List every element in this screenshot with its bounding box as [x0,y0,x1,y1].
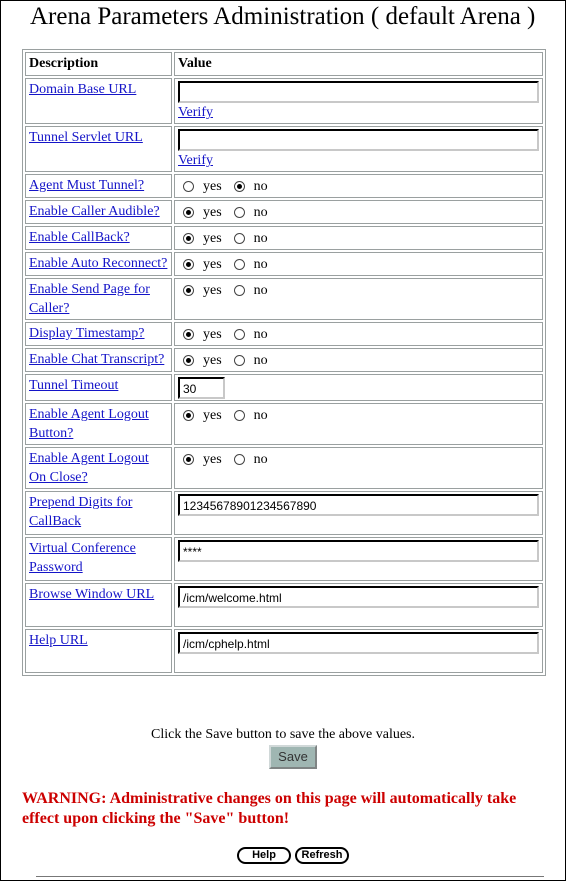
table-row [25,78,543,124]
radio-label-yes: yes [203,407,222,423]
prepend-digits-link[interactable]: Prepend Digits for CallBack [29,495,133,529]
bottom-divider [36,876,544,877]
table-row [25,583,543,627]
parameters-table [22,49,546,676]
prepend-digits-input[interactable]: 12345678901234567890 [178,494,539,516]
radio-label-yes: yes [203,230,222,246]
enable-agent-logout-on-close-radio-group [178,449,539,469]
table-row [25,491,543,535]
domain-base-url-input[interactable] [178,81,539,103]
radio-label-yes: yes [203,178,222,194]
browse-window-url-link[interactable]: Browse Window URL [29,587,155,602]
display-timestamp-no-radio[interactable] [234,329,245,340]
radio-label-yes: yes [203,204,222,220]
enable-caller-audible-no-radio[interactable] [234,207,245,218]
radio-label-no: no [253,256,268,272]
agent-must-tunnel-no-radio[interactable] [234,181,245,192]
save-instructions: Click the Save button to save the above values. [151,727,415,742]
virtual-conference-password-input[interactable]: **** [178,540,539,562]
tunnel-timeout-input[interactable]: 30 [178,377,225,399]
enable-agent-logout-on-close-no-radio[interactable] [234,454,245,465]
table-row [25,278,543,320]
tunnel-servlet-url-verify-link[interactable]: Verify [178,153,213,168]
domain-base-url-link[interactable]: Domain Base URL [29,82,137,97]
header-value: Value [174,52,543,76]
enable-callback-radio-group [178,228,539,248]
header-description: Description [25,52,172,76]
radio-label-no: no [253,178,268,194]
domain-base-url-verify-link[interactable]: Verify [178,105,213,120]
virtual-conference-password-link[interactable]: Virtual Conference Password [29,541,136,575]
enable-agent-logout-button-no-radio[interactable] [234,410,245,421]
table-header-row [25,52,543,76]
radio-label-no: no [253,230,268,246]
enable-callback-link[interactable]: Enable CallBack? [29,230,130,245]
display-timestamp-link[interactable]: Display Timestamp? [29,326,145,341]
enable-agent-logout-button-link[interactable]: Enable Agent Logout Button? [29,407,149,441]
radio-label-yes: yes [203,352,222,368]
table-row [25,374,543,401]
browse-window-url-input[interactable]: /icm/welcome.html [178,586,539,608]
help-button[interactable]: Help [237,847,291,864]
table-row [25,322,543,346]
refresh-button[interactable]: Refresh [295,847,349,864]
enable-callback-yes-radio[interactable] [183,233,194,244]
radio-label-yes: yes [203,326,222,342]
enable-caller-audible-link[interactable]: Enable Caller Audible? [29,204,160,219]
tunnel-servlet-url-input[interactable] [178,129,539,151]
help-url-input[interactable]: /icm/cphelp.html [178,632,539,654]
enable-chat-transcript-link[interactable]: Enable Chat Transcript? [29,352,165,367]
table-row [25,226,543,250]
enable-chat-transcript-radio-group [178,350,539,370]
enable-send-page-radio-group [178,280,539,300]
table-row [25,403,543,445]
enable-send-page-yes-radio[interactable] [183,285,194,296]
tunnel-servlet-url-link[interactable]: Tunnel Servlet URL [29,130,143,145]
radio-label-no: no [253,352,268,368]
enable-send-page-link[interactable]: Enable Send Page for Caller? [29,282,150,316]
page-title: Arena Parameters Administration ( default Arena ) [30,3,536,30]
table-row [25,126,543,172]
enable-callback-no-radio[interactable] [234,233,245,244]
radio-label-yes: yes [203,256,222,272]
enable-caller-audible-radio-group [178,202,539,222]
radio-label-no: no [253,204,268,220]
table-row [25,537,543,581]
enable-chat-transcript-no-radio[interactable] [234,355,245,366]
enable-agent-logout-button-yes-radio[interactable] [183,410,194,421]
enable-agent-logout-button-radio-group [178,405,539,425]
table-row [25,447,543,489]
table-row [25,629,543,673]
agent-must-tunnel-radio-group [178,176,539,196]
enable-auto-reconnect-yes-radio[interactable] [183,259,194,270]
enable-chat-transcript-yes-radio[interactable] [183,355,194,366]
enable-auto-reconnect-link[interactable]: Enable Auto Reconnect? [29,256,168,271]
enable-auto-reconnect-radio-group [178,254,539,274]
agent-must-tunnel-yes-radio[interactable] [183,181,194,192]
radio-label-yes: yes [203,451,222,467]
radio-label-no: no [253,451,268,467]
table-row [25,174,543,198]
table-row [25,200,543,224]
radio-label-no: no [253,407,268,423]
warning-message: WARNING: Administrative changes on this page will automatically take effect upon clicking the "Save" button! [22,790,517,827]
agent-must-tunnel-link[interactable]: Agent Must Tunnel? [29,178,145,193]
enable-caller-audible-yes-radio[interactable] [183,207,194,218]
enable-send-page-no-radio[interactable] [234,285,245,296]
radio-label-no: no [253,326,268,342]
radio-label-no: no [253,282,268,298]
radio-label-yes: yes [203,282,222,298]
display-timestamp-yes-radio[interactable] [183,329,194,340]
enable-agent-logout-on-close-yes-radio[interactable] [183,454,194,465]
help-url-link[interactable]: Help URL [29,633,88,648]
display-timestamp-radio-group [178,324,539,344]
table-row [25,348,543,372]
table-row [25,252,543,276]
enable-auto-reconnect-no-radio[interactable] [234,259,245,270]
enable-agent-logout-on-close-link[interactable]: Enable Agent Logout On Close? [29,451,149,485]
tunnel-timeout-link[interactable]: Tunnel Timeout [29,378,119,393]
save-button[interactable]: Save [269,745,317,769]
